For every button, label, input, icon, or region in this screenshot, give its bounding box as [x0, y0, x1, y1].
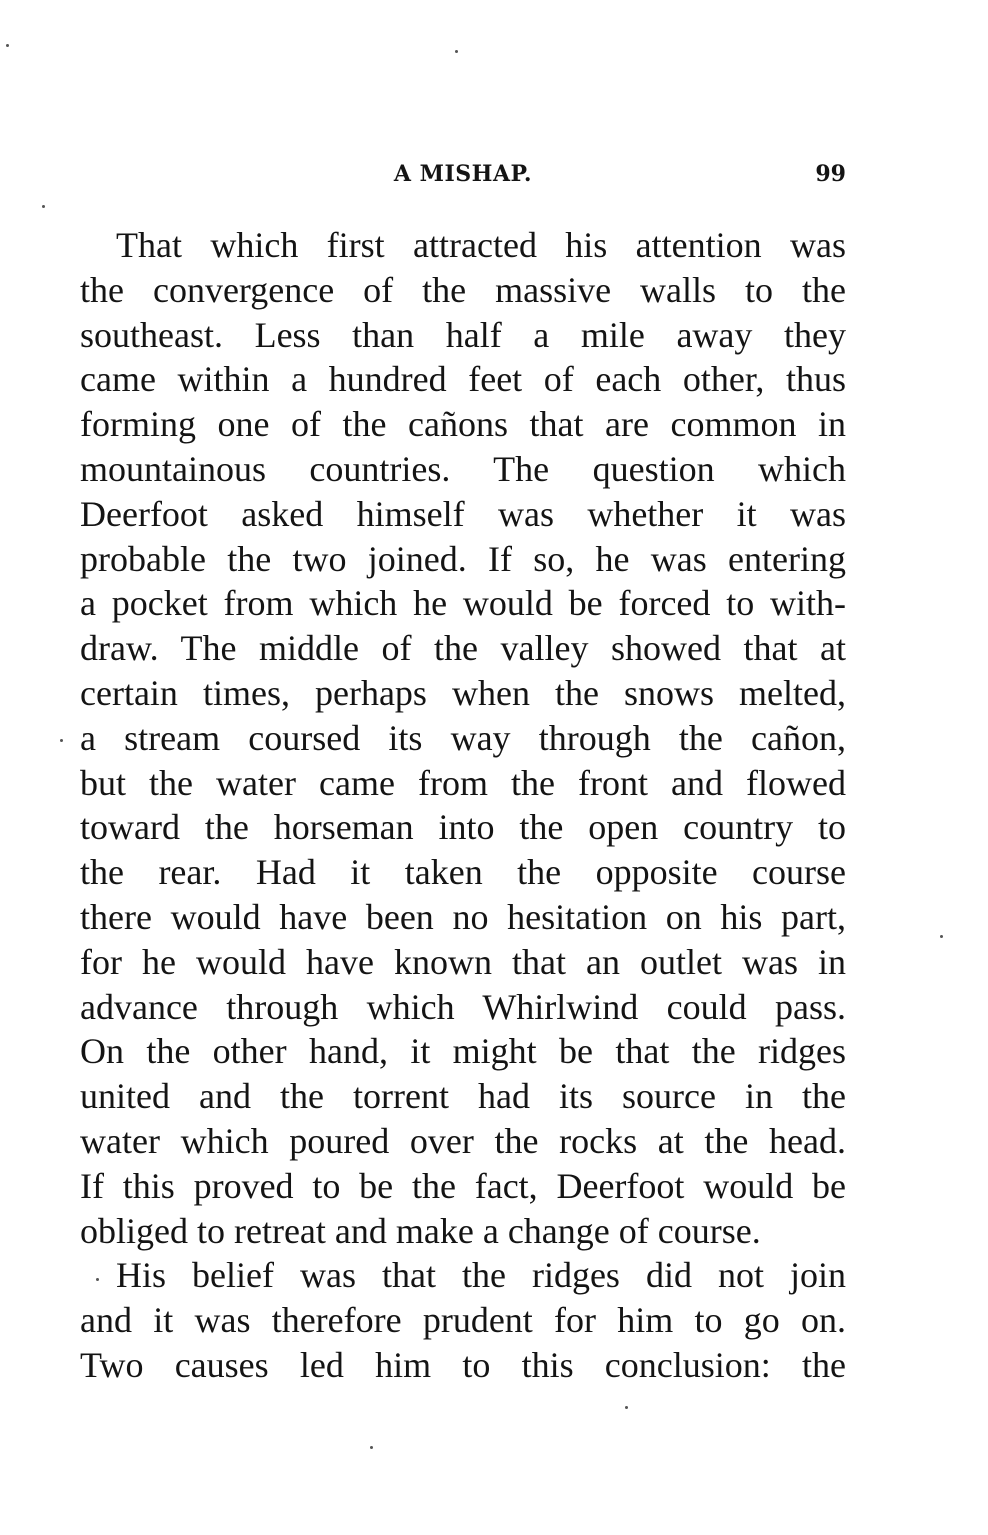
print-speck: [370, 1446, 373, 1449]
page-number: 99: [815, 161, 846, 187]
running-head: [80, 161, 846, 197]
text-line: united and the torrent had its source in the: [80, 1076, 846, 1117]
print-speck: [940, 935, 943, 938]
print-speck: [60, 739, 63, 742]
body-text: [80, 223, 846, 1388]
text-line: toward the horseman into the open country to: [80, 807, 846, 848]
text-line: draw. The middle of the valley showed that at: [80, 628, 846, 669]
text-line: a pocket from which he would be forced to with-: [80, 583, 846, 624]
print-speck: [42, 205, 45, 208]
text-line: His belief was that the ridges did not join: [116, 1255, 846, 1296]
text-line: water which poured over the rocks at the head.: [80, 1120, 846, 1161]
chapter-title: A MISHAP.: [393, 161, 533, 187]
text-line: certain times, perhaps when the snows melted,: [80, 672, 846, 713]
print-speck: [625, 1406, 628, 1409]
text-line: That which first attracted his attention was: [116, 225, 846, 265]
print-speck: [96, 1278, 99, 1281]
text-line: Deerfoot asked himself was whether it was: [80, 493, 846, 534]
text-line: came within a hundred feet of each other, thus: [80, 359, 846, 400]
text-line: On the other hand, it might be that the ridges: [80, 1031, 846, 1072]
text-line: a stream coursed its way through the cañon,: [80, 717, 846, 758]
text-line: If this proved to be the fact, Deerfoot would be: [80, 1165, 846, 1206]
print-speck: [6, 44, 9, 47]
text-line: obliged to retreat and make a change of course.: [80, 1210, 761, 1251]
text-line: probable the two joined. If so, he was entering: [80, 538, 846, 579]
text-line: for he would have known that an outlet was in: [80, 941, 846, 982]
text-line: the convergence of the massive walls to the: [80, 269, 846, 310]
text-line: southeast. Less than half a mile away they: [80, 314, 846, 355]
print-speck: [455, 50, 458, 53]
text-line: Two causes led him to this conclusion: the: [80, 1344, 846, 1385]
text-line: there would have been no hesitation on his part,: [80, 896, 846, 937]
text-line: mountainous countries. The question which: [80, 448, 846, 489]
text-line: forming one of the cañons that are common in: [80, 404, 846, 445]
text-line: advance through which Whirlwind could pass.: [80, 986, 846, 1027]
text-line: the rear. Had it taken the opposite course: [80, 852, 846, 893]
text-line: but the water came from the front and flowed: [80, 762, 846, 803]
text-line: and it was therefore prudent for him to go on.: [80, 1300, 846, 1341]
